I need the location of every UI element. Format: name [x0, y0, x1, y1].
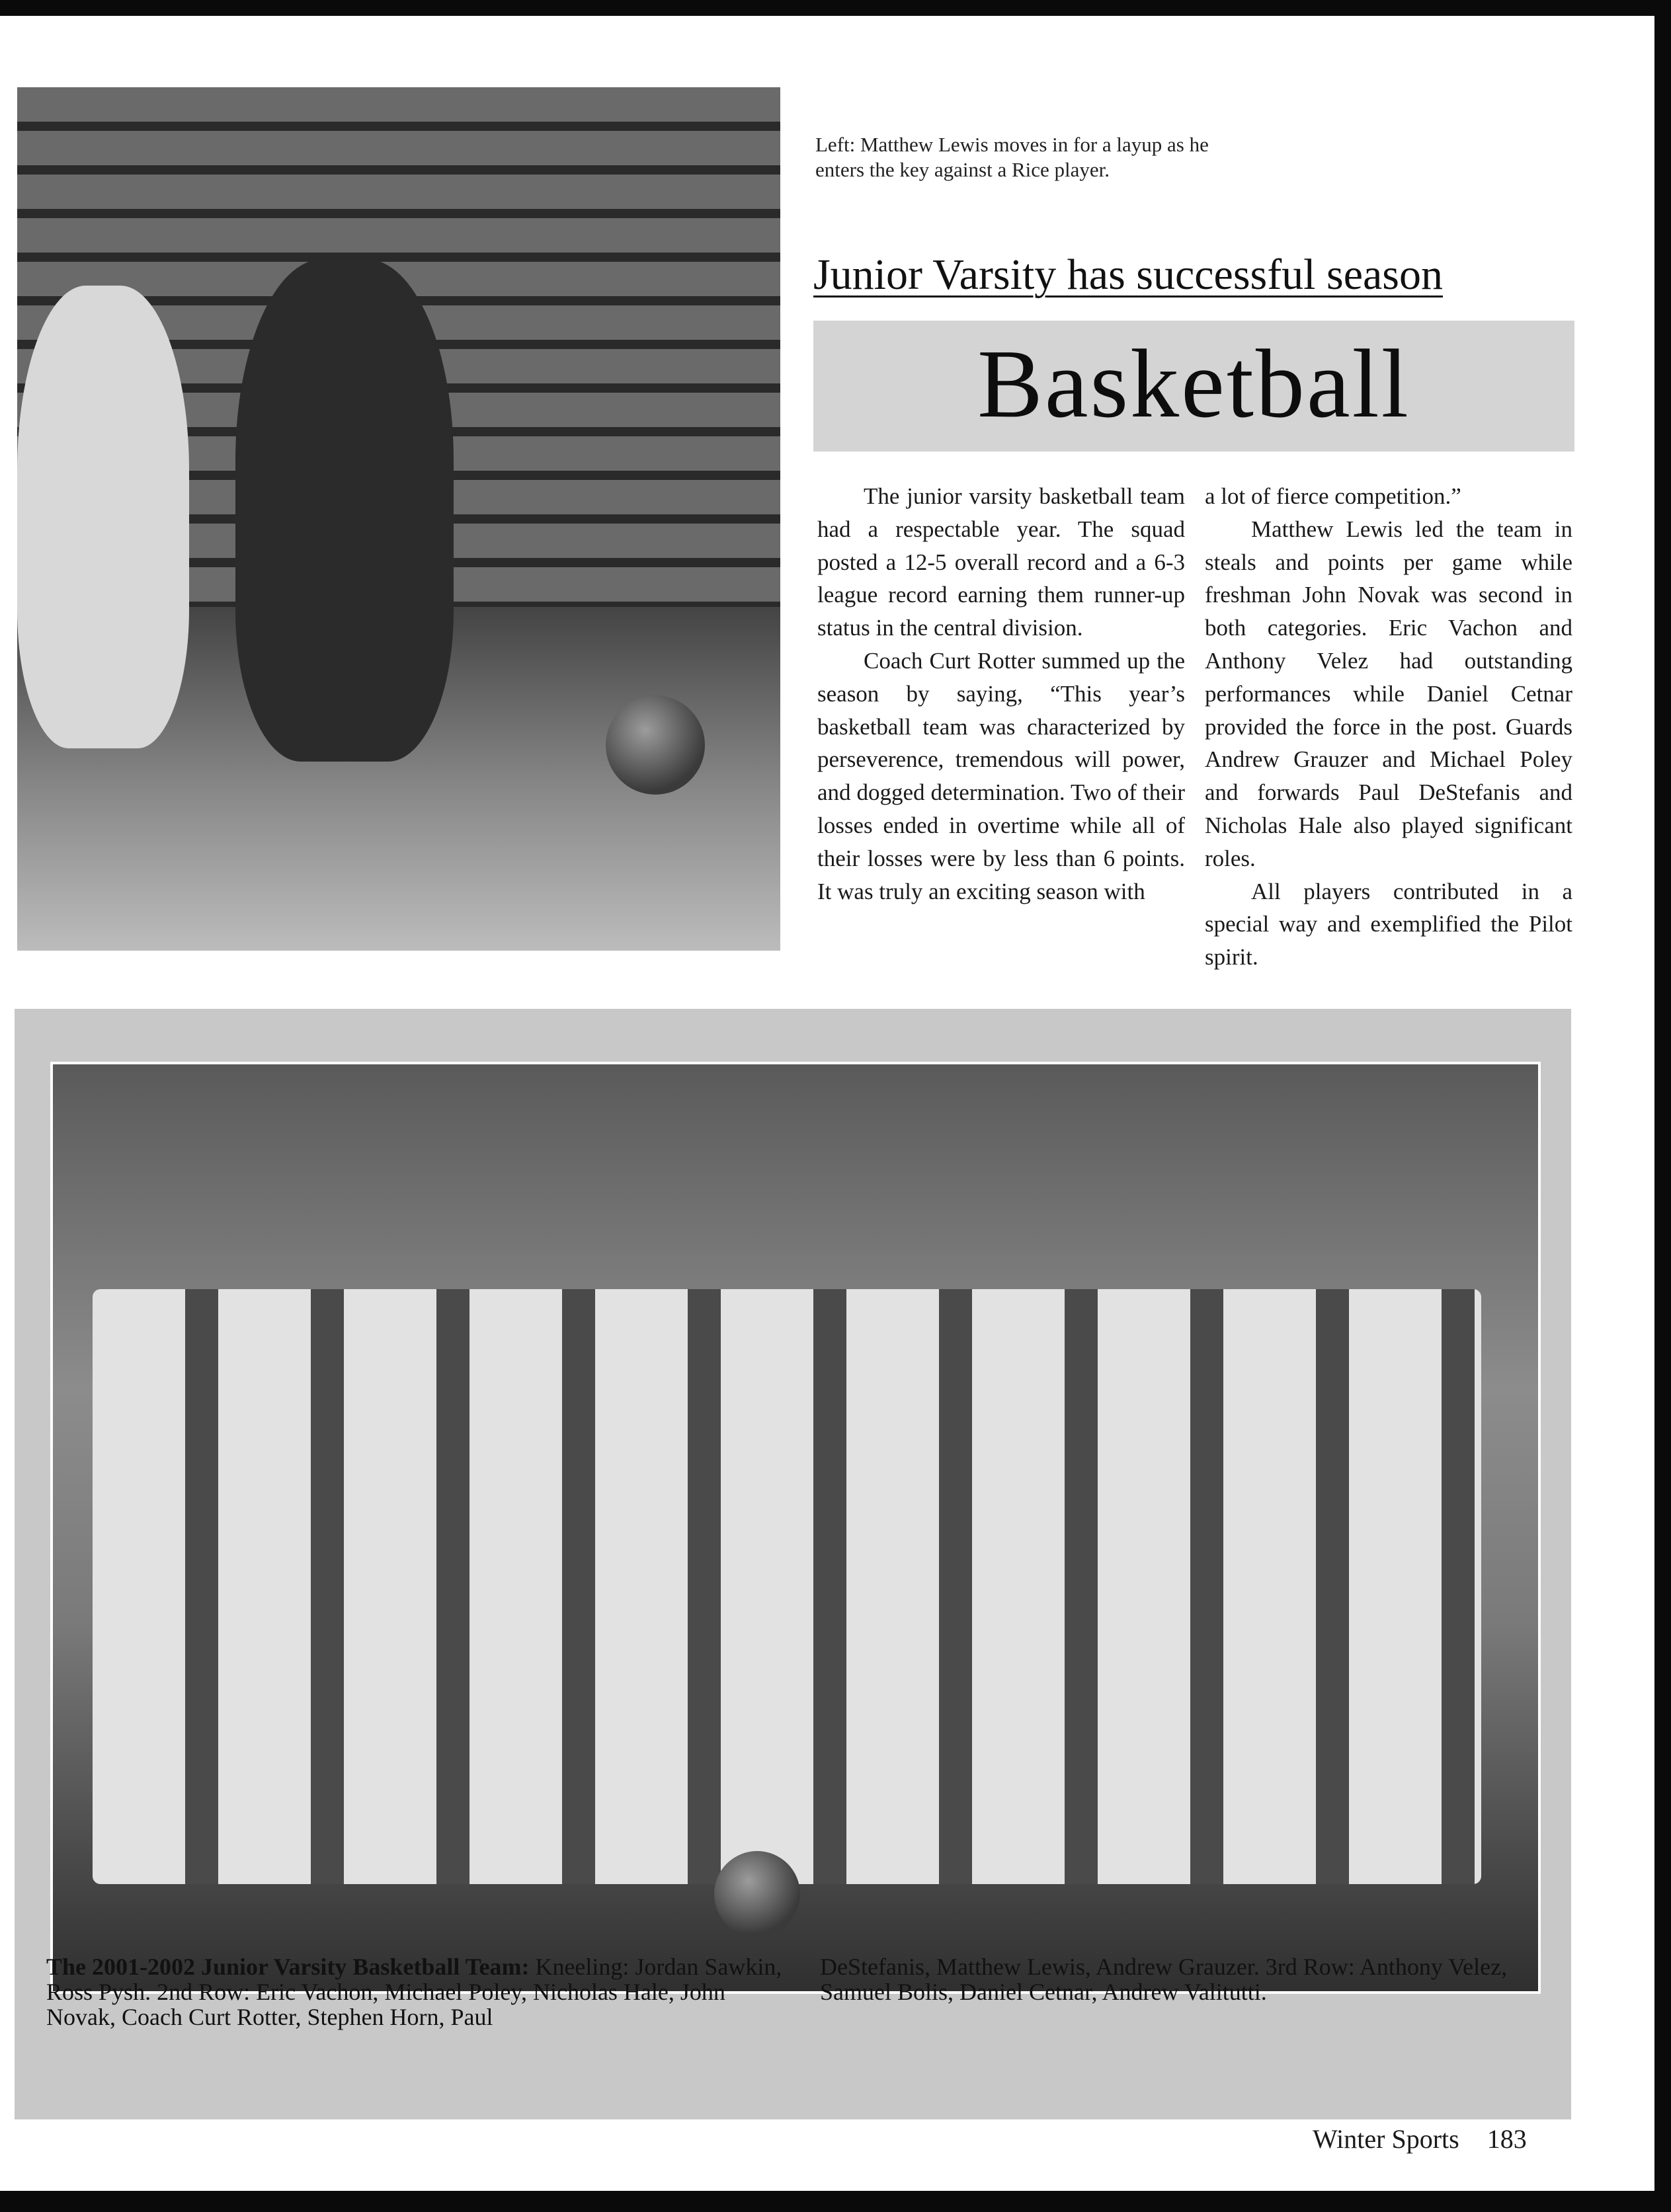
player-silhouette — [235, 259, 454, 762]
team-caption-text: Kneeling: Jordan Sawkin, Ross Pysh. 2nd Row: Eric Vachon, Michael Poley, Nicholas Hale, John Novak, Coach Curt Rotter, Stephen Horn, Paul — [46, 1954, 782, 2030]
team-caption-left — [46, 1954, 787, 2030]
title-band — [813, 321, 1574, 452]
team-member-silhouette — [93, 1289, 1481, 1884]
story-column-2 — [1205, 480, 1572, 974]
action-photo — [17, 87, 780, 951]
page-title: Basketball — [977, 330, 1410, 438]
player-silhouette — [17, 286, 189, 748]
team-caption-right: DeStefanis, Matthew Lewis, Andrew Grauzer. 3rd Row: Anthony Velez, Samuel Bolis, Daniel Cetnar, Andrew Valitutti. — [820, 1954, 1508, 2005]
story-paragraph: Coach Curt Rotter summed up the season by saying, “This year’s basketball team was characterized by perseverence, tremendous will power, and dogged determination. Two of their losses ended in overtime while all of their losses were by less than 6 points. It was truly an exciting season with — [817, 647, 1185, 904]
story-paragraph: All players contributed in a special way and exemplified the Pilot spirit. — [1205, 878, 1572, 970]
page-footer — [1313, 2123, 1527, 2155]
team-photo-panel — [15, 1009, 1571, 2119]
page-number: 183 — [1487, 2124, 1527, 2154]
action-photo-caption: Left: Matthew Lewis moves in for a layup as he enters the key against a Rice player. — [815, 133, 1209, 181]
story-paragraph: The junior varsity basketball team had a respectable year. The squad posted a 12-5 overall record and a 6-3 league record earning them runner-up status in the central division. — [817, 483, 1185, 641]
story-subhead: Junior Varsity has successful season — [813, 251, 1443, 299]
basketball-image — [714, 1851, 800, 1937]
team-photo — [50, 1062, 1541, 1994]
story-paragraph: Matthew Lewis led the team in steals and points per game while freshman John Novak was second in both categories. Eric Vachon and Anthony Velez had outstanding performances while Daniel Cetnar provided the force in the post. Guards Andrew Grauzer and Michael Poley and forwards Paul DeStefanis and Nicholas Hale also played significant roles. — [1205, 516, 1572, 871]
team-caption-heading: The 2001-2002 Junior Varsity Basketball Team: — [46, 1954, 530, 1980]
basketball-image — [606, 695, 705, 795]
story-column-1 — [817, 480, 1185, 908]
footer-section: Winter Sports — [1313, 2124, 1459, 2154]
story-paragraph: a lot of fierce competition.” — [1205, 483, 1461, 509]
yearbook-page — [0, 16, 1654, 2191]
